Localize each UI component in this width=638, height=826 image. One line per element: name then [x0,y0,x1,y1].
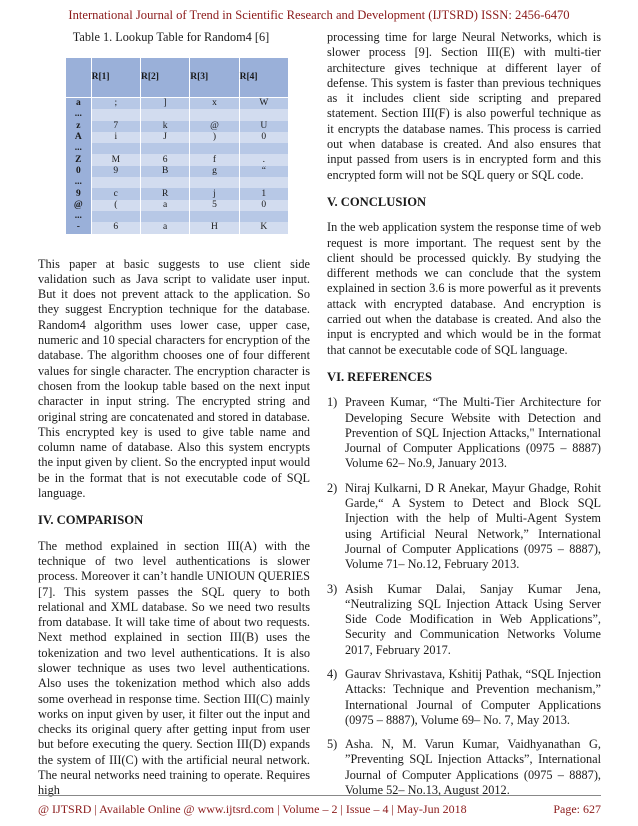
table-cell: x [190,98,239,110]
table-cell: ] [140,98,189,110]
table-cell: @ [190,121,239,132]
body-paragraph: In the web application system the response time of web request is more important. The request sent by the client should be processed quickly. By studying the different methods we can conclude that the system explained in section 3.6 is more powerful as it prevents attack with encrypted database. And encryption is carried out when the database is created. And also the input is encrypted and which would be in the format that cannot be executable code of SQL language. [327,220,601,357]
table-header-cell: R[4] [239,58,288,98]
table-cell: Z [66,154,92,165]
table-cell [190,177,239,188]
page-footer [38,795,601,817]
table-caption: Table 1. Lookup Table for Random4 [6] [72,30,270,44]
table-cell: i [91,132,140,143]
table-cell [91,143,140,154]
section-heading-references: VI. REFERENCES [327,369,432,384]
body-paragraph: processing time for large Neural Networks, which is slower process [9]. Section III(E) with multi-tier architecture gives technique at different layer of defense. This system is faster than previous techniques as it includes client side scripting and prepared statement. Section III(F) is also powerful technique as it encrypts the database names. This process is carried out when database is created. And also ensures that input passed from users is in encrypted form and this encrypted form will not be SQL query or SQL code. [327,30,601,182]
table-row [66,200,289,211]
table-cell: 5 [190,200,239,211]
table-cell: 9 [66,188,92,199]
reference-list [327,395,601,798]
section-heading-conclusion: V. CONCLUSION [327,194,427,209]
table-cell: “ [239,166,288,177]
table-cell: f [190,154,239,165]
table-cell [140,177,189,188]
table-cell [91,109,140,120]
table-cell: R [140,188,189,199]
table-cell [239,177,288,188]
reference-item [327,582,601,658]
body-paragraph: The method explained in section III(A) with the technique of two level authentications is slower process. Moreover it can’t handle UNIOUN QUERIES [7]. This system passes the SQL query to both relational and XML database. So we need two results from database. It will take time of about two requests. Next method explained in section III(B) uses the tokenization and two level authentications. It is also slower technique as uses two level authentications. Also uses the tokenization method which also adds some overhead in response time. Section III(C) mainly works on input given by user, it filter out the input and checks its original query after getting input from user but before executing the query. Section III(D) expands the system of III(C) with the artificial neural network. The neural networks need training to operate. Requires high [38,538,310,798]
table-cell: - [66,222,92,233]
reference-item [327,737,601,798]
reference-item [327,481,601,573]
reference-text: Gaurav Shrivastava, Kshitij Pathak, “SQL Injection Attacks: Technique and Prevention mechanism,” International Journal of Computer Applications (0975 – 8887), Volume 69– No. 7, May 2013. [345,666,601,727]
table-cell: B [140,166,189,177]
section-heading-comparison: IV. COMPARISON [38,513,144,528]
table-row [66,222,289,233]
table-cell [239,109,288,120]
table-cell: ; [91,98,140,110]
reference-text: Asish Kumar Dalai, Sanjay Kumar Jena, “Neutralizing SQL Injection Attack Using Server Side Code Modification in Web Applications”, Security and Communication Networks Volume 2017, February 2017. [345,581,601,657]
lookup-table [65,57,289,233]
journal-header: International Journal of Trend in Scientific Research and Development (IJTSRD) ISSN: 2456-6470 [68,8,570,22]
table-row [66,188,289,199]
table-cell [91,211,140,222]
table-cell: z [66,121,92,132]
table-cell: 0 [66,166,92,177]
table-cell [140,211,189,222]
table-cell: a [66,98,92,110]
page-number: Page: 627 [553,802,601,816]
table-cell: g [190,166,239,177]
table-cell: ... [66,177,92,188]
table-cell: 0 [239,132,288,143]
left-column [38,30,310,799]
table-row [66,121,289,132]
reference-number: 4) [327,666,338,681]
table-cell: @ [66,200,92,211]
table-cell [239,143,288,154]
table-row [66,132,289,143]
table-row [66,109,289,120]
table-cell: 9 [91,166,140,177]
table-cell: ... [66,211,92,222]
table-header-cell: R[3] [190,58,239,98]
reference-item [327,395,601,471]
table-cell: U [239,121,288,132]
table-cell [91,177,140,188]
table-cell: ) [190,132,239,143]
table-cell: a [140,200,189,211]
table-row [66,98,289,110]
table-cell [140,109,189,120]
table-row [66,211,289,222]
reference-text: Asha. N, M. Varun Kumar, Vaidhyanathan G, ”Preventing SQL Injection Attacks”, International Journal of Computer Applications (0975 – 8887), Volume 52– No.13, August 2012. [345,737,601,798]
table-cell [140,143,189,154]
table-cell [190,143,239,154]
table-header-cell: R[2] [140,58,189,98]
table-row [66,154,289,165]
body-paragraph: This paper at basic suggests to use client side validation such as Java script to validate user input. But it does not prevent attack to the application. So they suggest Encryption technique for the database. Random4 algorithm uses lower case, upper case, numeric and 10 special characters for encryption of the database. The algorithm chooses one of four different values for single character. The encryption character is chosen from the lookup table based on the next input character in input string. The encrypted string and original string are concatenated and stored in database. This encrypted key is used to give table name and column name of database. Also this system encrypts the input given by client. So the encrypted input would be in the format that is not executable code of SQL language. [38,256,310,501]
table-cell: 0 [239,200,288,211]
table-cell: ... [66,143,92,154]
table-cell: M [91,154,140,165]
table-cell: 1 [239,188,288,199]
table-cell: ( [91,200,140,211]
table-row [66,177,289,188]
table-row [66,143,289,154]
table-cell: 6 [91,222,140,233]
table-cell: . [239,154,288,165]
table-cell [190,109,239,120]
table-cell: 7 [91,121,140,132]
table-cell: k [140,121,189,132]
table-cell: a [140,222,189,233]
table-cell: j [190,188,239,199]
reference-number: 3) [327,581,338,596]
reference-item [327,667,601,728]
reference-text: Praveen Kumar, “The Multi-Tier Architecture for Developing Secure Website with Detection and Prevention of SQL Injection Attacks," International Journal of Computer Applications (0975 – 8887) Volume 62– No.9, January 2013. [345,395,601,471]
table-cell: H [190,222,239,233]
table-cell: c [91,188,140,199]
table-cell: A [66,132,92,143]
table-cell: 6 [140,154,189,165]
reference-number: 2) [327,480,338,495]
reference-number: 1) [327,395,338,410]
table-cell: ... [66,109,92,120]
reference-number: 5) [327,737,338,752]
table-cell [190,211,239,222]
table-cell: W [239,98,288,110]
table-cell: J [140,132,189,143]
table-cell: K [239,222,288,233]
reference-text: Niraj Kulkarni, D R Anekar, Mayur Ghadge, Rohit Garde,“ A System to Detect and Block SQL Injection with the help of Multi-Agent System using Artificial Neural Network,” International Journal of Computer Applications (0975 – 8887), Volume 71– No.12, February 2013. [345,480,601,572]
right-column [327,30,601,807]
table-row [66,166,289,177]
table-header-cell: R[1] [91,58,140,98]
footer-info: @ IJTSRD | Available Online @ www.ijtsrd.com | Volume – 2 | Issue – 4 | May-Jun 2018 [38,802,467,816]
table-cell [239,211,288,222]
table-header-cell [66,58,92,98]
